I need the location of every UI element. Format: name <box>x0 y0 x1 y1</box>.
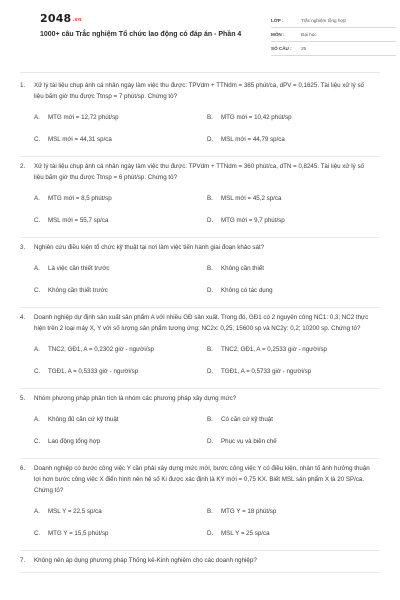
option-letter: C. <box>34 216 41 224</box>
option-text: TNC2, GĐ1, A = 0,2533 giờ - người/sp <box>221 345 327 353</box>
option-text: Lao động tổng hợp <box>48 437 101 445</box>
answer-option[interactable] <box>207 338 380 360</box>
option-text: MSL mới = 45,2 sp/ca <box>221 194 282 202</box>
meta-value: Đại học <box>301 32 317 37</box>
question-body: Doanh nghiệp dự định sản xuất sản phẩm A với nhiều GĐ sản xuất. Trong đó, GĐ1 có 2 nguyên công NC1: 0,3; NC2 thực hiện trên 2 loại máy X, Y với số lượng sản phẩm tương ứng: NC2x: 0,25; 15600 sp và NC2y: 0,2; 10200 sp. Chứng tỏ? <box>34 314 369 332</box>
question-number: 6. <box>20 465 26 472</box>
option-text: MTG Y = 15,5 phút/sp <box>48 529 109 537</box>
question-list <box>20 76 380 573</box>
answer-option[interactable] <box>207 128 380 150</box>
option-text: MTG Y = 18 phút/sp <box>221 507 277 515</box>
page-header <box>20 0 380 58</box>
question-item <box>20 389 380 459</box>
option-letter: B. <box>207 507 213 515</box>
answer-option[interactable] <box>34 128 207 150</box>
header-divider <box>20 72 380 73</box>
option-text: Không có tác dụng <box>221 286 273 294</box>
option-letter: B. <box>207 415 213 423</box>
option-text: MTG mới = 10,42 phút/sp <box>221 113 292 121</box>
option-letter: B. <box>207 194 213 202</box>
question-number: 1. <box>20 82 26 89</box>
option-letter: C. <box>34 135 41 143</box>
answer-options <box>20 257 380 301</box>
answer-option[interactable] <box>34 106 207 128</box>
answer-option[interactable] <box>207 522 380 544</box>
question-item <box>20 551 380 573</box>
answer-options <box>20 106 380 150</box>
option-letter: D. <box>207 529 214 537</box>
option-letter: A. <box>34 415 40 423</box>
question-body: Xử lý tài liệu chụp ảnh cá nhân ngày làm việc thu được: TPVdm + TTNdm = 360 phút/ca, dTN = 0,8245. Tài liệu xử lý số liệu bấm giờ thu được Ttnsp = 6 phút/sp. Chứng tỏ? <box>34 163 364 181</box>
option-text: MSL mới = 44,79 sp/ca <box>221 135 285 143</box>
answer-option[interactable] <box>34 408 207 430</box>
answer-option[interactable] <box>207 187 380 209</box>
question-text <box>20 242 380 253</box>
question-number: 2. <box>20 163 26 170</box>
option-letter: C. <box>34 529 41 537</box>
option-text: Có căn cứ kỹ thuật <box>221 415 273 423</box>
question-text <box>20 161 380 183</box>
question-body: Doanh nghiệp có bước công việc Y cần phải xây dựng mức mới, bước công việc Y có điều kiện, nhân tố ảnh hưởng thuận lợi hơn bước công việc X điển hình nên hệ số Ki được xác định là KY mới = 0,75 KX. Biết MSL sản phẩm X là 20 SP/ca. Chứng tỏ? <box>34 465 370 494</box>
answer-option[interactable] <box>207 279 380 301</box>
answer-option[interactable] <box>34 430 207 452</box>
question-item <box>20 157 380 238</box>
logo-suffix: .vn <box>72 17 82 23</box>
question-text <box>20 463 380 496</box>
option-letter: A. <box>34 113 40 121</box>
option-letter: A. <box>34 264 40 272</box>
question-body: Xử lý tài liệu chụp ảnh cá nhân ngày làm việc thu được: TPVdm + TTNdm = 385 phút/ca, dPV = 0,1625. Tài liệu xử lý số liệu bấm giờ thu được Ttnsp = 7 phút/sp. Chứng tỏ? <box>34 82 364 100</box>
option-text: MSL mới = 44,31 sp/ca <box>48 135 112 143</box>
question-body: Nghiên cứu điều kiện tổ chức kỹ thuật tại nơi làm việc tiến hành giai đoạn khảo sát? <box>34 244 265 251</box>
answer-option[interactable] <box>207 500 380 522</box>
document-title: 1000+ câu Trắc nghiệm Tổ chức lao động có đáp án - Phần 4 <box>40 31 242 38</box>
option-text: Là việc cần thiết trước <box>48 264 110 272</box>
option-text: Không đủ căn cứ kỹ thuật <box>48 415 119 423</box>
answer-options <box>20 408 380 452</box>
meta-key: MÔN : <box>271 32 285 37</box>
option-text: MTG mới = 12,72 phút/sp <box>48 113 119 121</box>
option-text: MSL mới = 55,7 sp/ca <box>48 216 109 224</box>
meta-value: 25 <box>301 46 307 51</box>
question-text <box>20 80 380 102</box>
option-text: TGĐ1, A = 0,5733 giờ - người/sp <box>221 367 312 375</box>
option-text: MTG mới = 9,7 phút/sp <box>221 216 285 224</box>
option-text: TGĐ1, A = 0,5333 giờ - người/sp <box>48 367 139 375</box>
answer-option[interactable] <box>34 360 207 382</box>
meta-key: LỚP : <box>271 18 284 23</box>
option-letter: C. <box>34 286 41 294</box>
answer-option[interactable] <box>34 187 207 209</box>
option-letter: A. <box>34 194 40 202</box>
question-number: 3. <box>20 244 26 251</box>
answer-option[interactable] <box>34 522 207 544</box>
option-letter: D. <box>207 216 214 224</box>
question-item <box>20 308 380 389</box>
question-item <box>20 459 380 551</box>
answer-option[interactable] <box>207 209 380 231</box>
question-text <box>20 312 380 334</box>
answer-option[interactable] <box>207 257 380 279</box>
meta-row-subject <box>271 28 396 42</box>
question-body: Nhóm phương pháp phân tích là nhóm các phương pháp xây dựng mức? <box>34 395 237 402</box>
option-letter: B. <box>207 264 213 272</box>
option-letter: D. <box>207 437 214 445</box>
question-number: 4. <box>20 314 26 321</box>
option-letter: B. <box>207 113 213 121</box>
option-text: MTG mới = 8,5 phút/sp <box>48 194 112 202</box>
question-number: 5. <box>20 395 26 402</box>
option-text: Phục vụ và biên chế <box>221 437 277 445</box>
answer-options <box>20 187 380 231</box>
answer-option[interactable] <box>34 338 207 360</box>
option-letter: C. <box>34 437 41 445</box>
answer-options <box>20 338 380 382</box>
option-letter: D. <box>207 286 214 294</box>
question-number: 7. <box>20 557 26 564</box>
answer-option[interactable] <box>207 360 380 382</box>
meta-key: SỐ CÂU : <box>271 46 292 51</box>
option-text: Không cần thiết <box>221 264 265 272</box>
option-text: MSL Y = 22,5 sp/ca <box>48 507 102 515</box>
option-text: Không cần thiết trước <box>48 286 108 294</box>
meta-info <box>271 14 396 56</box>
question-text <box>20 555 380 566</box>
answer-option[interactable] <box>207 408 380 430</box>
answer-option[interactable] <box>34 500 207 522</box>
meta-value: Trắc nghiệm tổng hợp <box>301 18 346 23</box>
option-letter: A. <box>34 507 40 515</box>
question-item <box>20 238 380 308</box>
logo-text: 2048 <box>40 12 72 25</box>
answer-option[interactable] <box>207 430 380 452</box>
option-text: MSL Y = 25 sp/ca <box>221 529 270 537</box>
meta-row-count <box>271 42 396 56</box>
option-text: TNC2, GĐ1, A = 0,2302 giờ - người/sp <box>48 345 154 353</box>
site-logo[interactable] <box>40 12 82 25</box>
answer-option[interactable] <box>207 106 380 128</box>
option-letter: D. <box>207 135 214 143</box>
answer-options <box>20 500 380 544</box>
answer-option[interactable] <box>34 257 207 279</box>
question-item <box>20 76 380 157</box>
option-letter: D. <box>207 367 214 375</box>
question-body: Không nên áp dụng phương pháp Thống kê-Kinh nghiệm cho các doanh nghiệp? <box>34 557 257 564</box>
answer-option[interactable] <box>34 279 207 301</box>
answer-option[interactable] <box>34 209 207 231</box>
question-text <box>20 393 380 404</box>
option-letter: A. <box>34 345 40 353</box>
meta-row-class <box>271 14 396 28</box>
option-letter: B. <box>207 345 213 353</box>
option-letter: C. <box>34 367 41 375</box>
